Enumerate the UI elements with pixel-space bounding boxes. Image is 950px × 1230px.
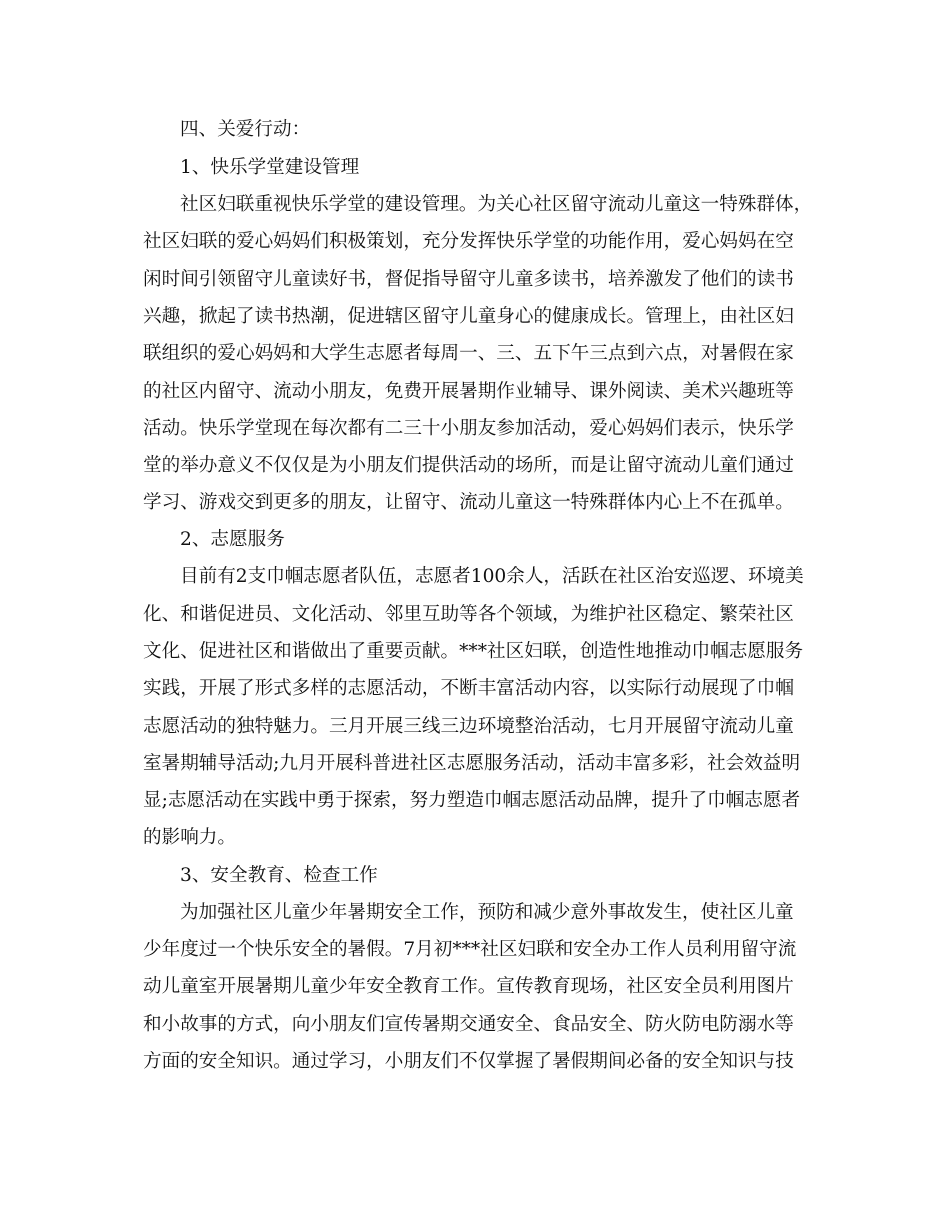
paragraph-line: 为加强社区儿童少年暑期安全工作，预防和减少意外事故发生，使社区儿童	[180, 902, 794, 923]
paragraph-line: 闲时间引领留守儿童读好书，督促指导留守儿童多读书，培养激发了他们的读书	[143, 269, 794, 290]
paragraph-line: 文化、促进社区和谐做出了重要贡献。***社区妇联，创造性地推动巾帼志愿服务	[143, 641, 804, 662]
subsection-title: 1、快乐学堂建设管理	[180, 157, 360, 178]
paragraph-line: 社区妇联的爱心妈妈们积极策划，充分发挥快乐学堂的功能作用，爱心妈妈在空	[143, 231, 794, 252]
subsection-title: 3、安全教育、检查工作	[180, 865, 378, 886]
paragraph-line: 联组织的爱心妈妈和大学生志愿者每周一、三、五下午三点到六点，对暑假在家	[143, 343, 794, 364]
paragraph-line: 的影响力。	[143, 827, 236, 848]
paragraph-line: 活动。快乐学堂现在每次都有二三十小朋友参加活动，爱心妈妈们表示，快乐学	[143, 418, 794, 439]
paragraph-line: 学习、游戏交到更多的朋友，让留守、流动儿童这一特殊群体内心上不在孤单。	[143, 492, 794, 513]
paragraph-line: 室暑期辅导活动;九月开展科普进社区志愿服务活动，活动丰富多彩，社会效益明	[143, 753, 801, 774]
paragraph-line: 堂的举办意义不仅仅是为小朋友们提供活动的场所，而是让留守流动儿童们通过	[143, 455, 794, 476]
paragraph-line: 志愿活动的独特魅力。三月开展三线三边环境整治活动，七月开展留守流动儿童	[143, 716, 794, 737]
paragraph-line: 目前有2支巾帼志愿者队伍，志愿者100余人，活跃在社区治安巡逻、环境美	[180, 566, 804, 587]
paragraph-line: 少年度过一个快乐安全的暑假。7月初***社区妇联和安全办工作人员利用留守流	[143, 939, 797, 960]
paragraph-line: 方面的安全知识。通过学习，小朋友们不仅掌握了暑假期间必备的安全知识与技	[143, 1051, 794, 1072]
paragraph-line: 社区妇联重视快乐学堂的建设管理。为关心社区留守流动儿童这一特殊群体，	[180, 194, 813, 215]
paragraph-line: 兴趣，掀起了读书热潮，促进辖区留守儿童身心的健康成长。管理上，由社区妇	[143, 306, 794, 327]
paragraph-line: 实践，开展了形式多样的志愿活动，不断丰富活动内容，以实际行动展现了巾帼	[143, 678, 794, 699]
paragraph-line: 动儿童室开展暑期儿童少年安全教育工作。宣传教育现场，社区安全员利用图片	[143, 976, 794, 997]
paragraph-line: 化、和谐促进员、文化活动、邻里互助等各个领域，为维护社区稳定、繁荣社区	[143, 604, 794, 625]
paragraph-line: 和小故事的方式，向小朋友们宣传暑期交通安全、食品安全、防火防电防溺水等	[143, 1014, 794, 1035]
paragraph-line: 的社区内留守、流动小朋友，免费开展暑期作业辅导、课外阅读、美术兴趣班等	[143, 381, 794, 402]
section-heading: 四、关爱行动：	[180, 119, 311, 140]
subsection-title: 2、志愿服务	[180, 529, 285, 550]
paragraph-line: 显;志愿活动在实践中勇于探索，努力塑造巾帼志愿活动品牌，提升了巾帼志愿者	[143, 790, 801, 811]
